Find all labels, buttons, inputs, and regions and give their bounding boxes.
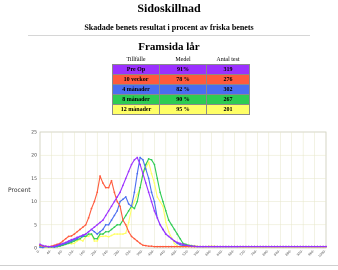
x-tick-label: 880- xyxy=(284,248,293,257)
data-point xyxy=(125,178,127,180)
data-point xyxy=(251,246,253,248)
data-point xyxy=(79,238,81,240)
data-point xyxy=(265,246,267,248)
data-point xyxy=(108,224,110,226)
data-point xyxy=(111,235,113,237)
data-point xyxy=(205,246,207,248)
section-title: Framsida lår xyxy=(138,41,200,53)
data-point xyxy=(297,246,299,248)
data-point xyxy=(62,240,64,242)
y-tick-label: 25 xyxy=(31,130,37,136)
data-point xyxy=(85,233,87,235)
data-point xyxy=(142,244,144,246)
data-point xyxy=(165,233,167,235)
y-tick-label: 10 xyxy=(31,200,37,206)
data-point xyxy=(73,238,75,240)
data-point xyxy=(139,242,141,244)
data-point xyxy=(191,245,193,247)
data-point xyxy=(65,238,67,240)
data-point xyxy=(154,246,156,248)
data-point xyxy=(142,173,144,175)
data-point xyxy=(174,229,176,231)
data-point xyxy=(116,210,118,212)
x-tick-label: 40- xyxy=(45,248,53,256)
data-point xyxy=(122,219,124,221)
data-point xyxy=(82,240,84,242)
legend-label: 12 månader xyxy=(113,105,160,115)
data-point xyxy=(116,201,118,203)
legend-header-row xyxy=(113,55,250,65)
data-point xyxy=(308,246,310,248)
data-point xyxy=(154,210,156,212)
data-point xyxy=(136,240,138,242)
data-point xyxy=(165,210,167,212)
data-point xyxy=(122,198,124,200)
data-point xyxy=(276,246,278,248)
data-point xyxy=(68,236,70,238)
data-point xyxy=(99,233,101,235)
data-point xyxy=(99,175,101,177)
x-tick-label: 960- xyxy=(307,248,316,257)
legend-row xyxy=(113,85,250,95)
x-tick-label: 480- xyxy=(170,248,178,257)
data-point xyxy=(222,246,224,248)
data-point xyxy=(113,226,115,228)
x-tick-label: 920- xyxy=(295,248,304,257)
data-point xyxy=(151,191,153,193)
data-point xyxy=(262,246,264,248)
data-point xyxy=(159,201,161,203)
data-point xyxy=(79,236,81,238)
data-point xyxy=(156,178,158,180)
data-point xyxy=(105,231,107,233)
x-tick-label: 600- xyxy=(204,248,213,257)
legend-header-mean: Medel xyxy=(175,56,191,63)
data-point xyxy=(171,246,173,248)
data-point xyxy=(139,157,141,159)
x-tick-label: 240- xyxy=(101,248,110,257)
data-point xyxy=(91,229,93,231)
data-point xyxy=(85,236,87,238)
data-point xyxy=(282,246,284,248)
data-point xyxy=(228,246,230,248)
y-tick-label: 5 xyxy=(34,223,37,229)
data-point xyxy=(105,224,107,226)
data-point xyxy=(93,226,95,228)
x-tick-label: 200- xyxy=(89,248,98,257)
y-tick-label: 15 xyxy=(31,176,37,182)
data-point xyxy=(274,246,276,248)
data-point xyxy=(96,191,98,193)
legend-row xyxy=(113,95,250,105)
legend-count: 302 xyxy=(207,85,250,95)
data-point xyxy=(179,246,181,248)
data-point xyxy=(182,243,184,245)
data-point xyxy=(133,159,135,161)
data-point xyxy=(185,244,187,246)
data-point xyxy=(145,164,147,166)
data-point xyxy=(176,246,178,248)
legend-table xyxy=(112,55,250,115)
legend-row xyxy=(113,105,250,115)
data-point xyxy=(105,215,107,217)
data-point xyxy=(225,246,227,248)
legend-label: 10 veckor xyxy=(113,75,160,85)
legend-mean: 78 % xyxy=(160,75,207,85)
data-point xyxy=(128,231,130,233)
data-point xyxy=(119,191,121,193)
x-tick-label: 680- xyxy=(227,248,236,257)
data-point xyxy=(148,161,150,163)
data-point xyxy=(91,208,93,210)
data-point xyxy=(311,246,313,248)
legend-label: 4 månader xyxy=(113,85,160,95)
header-divider xyxy=(28,35,310,36)
legend-mean: 82 % xyxy=(160,85,207,95)
data-point xyxy=(314,246,316,248)
data-point xyxy=(125,232,127,234)
data-point xyxy=(39,243,41,245)
data-point xyxy=(159,191,161,193)
chart-svg xyxy=(0,122,338,265)
data-point xyxy=(113,201,115,203)
data-point xyxy=(102,229,104,231)
data-point xyxy=(93,240,95,242)
data-point xyxy=(271,246,273,248)
data-point xyxy=(142,159,144,161)
data-point xyxy=(93,238,95,240)
data-point xyxy=(102,219,104,221)
data-point xyxy=(105,235,107,237)
data-point xyxy=(288,246,290,248)
legend-mean: 91% xyxy=(160,65,207,75)
x-tick-label: 320- xyxy=(124,248,133,257)
data-point xyxy=(82,234,84,236)
x-tick-label: 560- xyxy=(192,248,201,257)
x-tick-label: 1000- xyxy=(317,248,327,259)
legend-label: Pre Op xyxy=(113,65,160,75)
y-tick-label: 20 xyxy=(31,153,37,159)
data-point xyxy=(116,233,118,235)
y-tick-label: 0 xyxy=(34,246,37,252)
data-point xyxy=(96,238,98,240)
data-point xyxy=(208,246,210,248)
data-point xyxy=(317,246,319,248)
data-point xyxy=(116,224,118,226)
data-point xyxy=(56,244,58,246)
data-point xyxy=(125,215,127,217)
data-point xyxy=(122,184,124,186)
data-point xyxy=(99,231,101,233)
x-tick-label: 520- xyxy=(181,248,190,257)
data-point xyxy=(128,171,130,173)
data-point xyxy=(159,224,161,226)
data-point xyxy=(299,246,301,248)
data-point xyxy=(236,246,238,248)
data-point xyxy=(93,231,95,233)
x-tick-label: 0- xyxy=(35,248,41,254)
data-point xyxy=(39,246,41,248)
data-point xyxy=(136,194,138,196)
data-point xyxy=(151,159,153,161)
data-point xyxy=(108,236,110,238)
legend-row xyxy=(113,65,250,75)
data-point xyxy=(168,219,170,221)
page-title: Sidoskillnad xyxy=(137,1,201,15)
data-point xyxy=(171,224,173,226)
data-point xyxy=(111,229,113,231)
data-point xyxy=(168,236,170,238)
data-point xyxy=(136,173,138,175)
data-point xyxy=(131,205,133,207)
data-point xyxy=(111,180,113,182)
data-point xyxy=(285,246,287,248)
data-point xyxy=(139,164,141,166)
x-tick-label: 840- xyxy=(273,248,281,257)
data-point xyxy=(96,233,98,235)
legend-mean: 95 % xyxy=(160,105,207,115)
data-point xyxy=(48,246,50,248)
data-point xyxy=(156,196,158,198)
data-point xyxy=(145,168,147,170)
data-point xyxy=(199,246,201,248)
data-point xyxy=(93,201,95,203)
data-point xyxy=(45,245,47,247)
data-point xyxy=(245,246,247,248)
data-point xyxy=(174,246,176,248)
data-point xyxy=(162,246,164,248)
data-point xyxy=(131,236,133,238)
data-point xyxy=(131,164,133,166)
data-point xyxy=(302,246,304,248)
data-point xyxy=(214,246,216,248)
data-point xyxy=(122,233,124,235)
data-point xyxy=(128,210,130,212)
data-point xyxy=(42,245,44,247)
legend-count: 276 xyxy=(207,75,250,85)
x-tick-label: 800- xyxy=(261,248,270,257)
x-tick-label: 160- xyxy=(78,248,87,257)
legend-header-occasion: Tillfälle xyxy=(126,56,146,63)
data-point xyxy=(176,233,178,235)
data-point xyxy=(194,245,196,247)
data-point xyxy=(111,205,113,207)
data-point xyxy=(154,164,156,166)
data-point xyxy=(254,246,256,248)
line-chart xyxy=(0,122,338,265)
data-point xyxy=(162,229,164,231)
data-point xyxy=(88,236,90,238)
data-point xyxy=(322,246,324,248)
data-point xyxy=(151,245,153,247)
data-point xyxy=(71,239,73,241)
data-point xyxy=(108,187,110,189)
data-point xyxy=(202,246,204,248)
data-point xyxy=(148,158,150,160)
data-point xyxy=(148,245,150,247)
data-point xyxy=(319,246,321,248)
data-point xyxy=(96,224,98,226)
data-point xyxy=(119,205,121,207)
data-point xyxy=(88,233,90,235)
x-tick-label: 440- xyxy=(158,248,167,257)
data-point xyxy=(119,224,121,226)
data-point xyxy=(162,201,164,203)
data-point xyxy=(102,236,104,238)
data-point xyxy=(151,201,153,203)
data-point xyxy=(102,182,104,184)
data-point xyxy=(136,201,138,203)
data-point xyxy=(125,224,127,226)
data-point xyxy=(148,191,150,193)
data-point xyxy=(179,238,181,240)
legend-count: 201 xyxy=(207,105,250,115)
data-point xyxy=(239,246,241,248)
footer-divider xyxy=(0,265,338,266)
data-point xyxy=(279,246,281,248)
data-point xyxy=(128,222,130,224)
data-point xyxy=(88,217,90,219)
x-tick-label: 280- xyxy=(112,248,121,257)
data-point xyxy=(156,246,158,248)
data-point xyxy=(62,242,64,244)
data-point xyxy=(79,229,81,231)
data-point xyxy=(133,208,135,210)
data-point xyxy=(99,222,101,224)
data-point xyxy=(108,231,110,233)
data-point xyxy=(174,240,176,242)
x-tick-label: 640- xyxy=(215,248,224,257)
data-point xyxy=(105,187,107,189)
data-point xyxy=(91,233,93,235)
data-point xyxy=(113,191,115,193)
data-point xyxy=(294,246,296,248)
data-point xyxy=(71,235,73,237)
data-point xyxy=(196,246,198,248)
data-point xyxy=(176,242,178,244)
data-point xyxy=(102,233,104,235)
data-point xyxy=(268,246,270,248)
data-point xyxy=(325,246,327,248)
data-point xyxy=(128,203,130,205)
data-point xyxy=(68,240,70,242)
data-point xyxy=(242,246,244,248)
data-point xyxy=(151,173,153,175)
data-point xyxy=(96,240,98,242)
legend-mean: 90 % xyxy=(160,95,207,105)
page-subtitle: Skadade benets resultat i procent av friska benets xyxy=(84,23,254,32)
data-point xyxy=(133,191,135,193)
data-point xyxy=(113,215,115,217)
data-point xyxy=(162,205,164,207)
data-point xyxy=(85,224,87,226)
data-point xyxy=(76,236,78,238)
data-point xyxy=(305,246,307,248)
data-point xyxy=(76,231,78,233)
data-point xyxy=(139,187,141,189)
data-point xyxy=(154,201,156,203)
legend-row xyxy=(113,75,250,85)
plot-area xyxy=(40,132,326,248)
data-point xyxy=(179,242,181,244)
x-tick-label: 400- xyxy=(147,248,156,257)
data-point xyxy=(168,231,170,233)
data-point xyxy=(171,238,173,240)
x-tick-label: 760- xyxy=(250,248,259,257)
data-point xyxy=(165,222,167,224)
data-point xyxy=(136,157,138,159)
data-point xyxy=(165,246,167,248)
data-point xyxy=(188,245,190,247)
data-point xyxy=(59,243,61,245)
legend-count: 267 xyxy=(207,95,250,105)
data-point xyxy=(113,233,115,235)
data-point xyxy=(174,242,176,244)
data-point xyxy=(182,246,184,248)
x-tick-label: 120- xyxy=(67,248,76,257)
data-point xyxy=(291,246,293,248)
data-point xyxy=(159,246,161,248)
data-point xyxy=(53,245,55,247)
data-point xyxy=(88,231,90,233)
data-point xyxy=(73,233,75,235)
data-point xyxy=(145,182,147,184)
data-point xyxy=(216,246,218,248)
data-point xyxy=(125,196,127,198)
data-point xyxy=(108,210,110,212)
data-point xyxy=(154,182,156,184)
data-point xyxy=(234,246,236,248)
data-point xyxy=(219,246,221,248)
legend-count: 319 xyxy=(207,65,250,75)
data-point xyxy=(51,246,53,248)
data-point xyxy=(156,217,158,219)
data-point xyxy=(119,233,121,235)
data-point xyxy=(111,219,113,221)
data-point xyxy=(148,178,150,180)
data-point xyxy=(211,246,213,248)
y-axis-label: Procent xyxy=(8,187,31,194)
data-point xyxy=(65,242,67,244)
data-point xyxy=(231,246,233,248)
x-tick-label: 360- xyxy=(135,248,144,257)
data-point xyxy=(259,246,261,248)
data-point xyxy=(145,245,147,247)
data-point xyxy=(82,226,84,228)
legend-label: 8 månader xyxy=(113,95,160,105)
data-point xyxy=(168,246,170,248)
data-point xyxy=(133,201,135,203)
legend-header-count: Antal test xyxy=(216,56,240,63)
data-point xyxy=(116,196,118,198)
data-point xyxy=(248,246,250,248)
x-tick-label: 80- xyxy=(57,248,64,256)
data-point xyxy=(133,238,135,240)
data-point xyxy=(256,246,258,248)
data-point xyxy=(119,201,121,203)
x-tick-label: 720- xyxy=(238,248,247,257)
data-point xyxy=(73,242,75,244)
